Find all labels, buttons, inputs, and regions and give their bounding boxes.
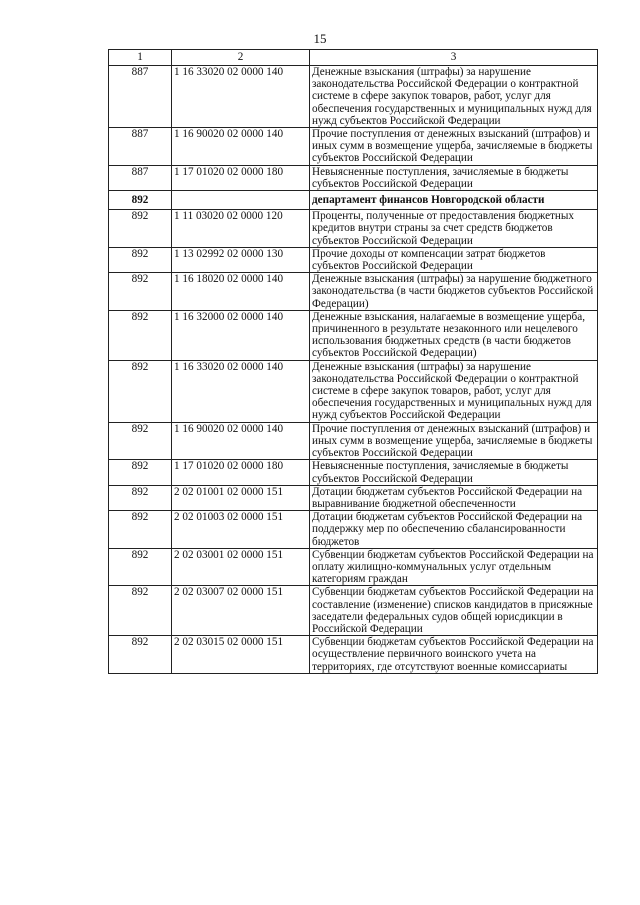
income-name-cell: Субвенции бюджетам субъектов Российской Федерации на оплату жилищно-коммунальных услуг отдельным категориям граждан: [310, 548, 598, 586]
admin-code-cell: 892: [109, 485, 172, 510]
income-code-cell: 1 16 90020 02 0000 140: [172, 128, 310, 166]
income-name-cell: Денежные взыскания, налагаемые в возмещение ущерба, причиненного в результате незаконного или нецелевого использования бюджетных средств (в части бюджетов субъектов Российской Федерации): [310, 310, 598, 360]
table-row: [109, 511, 598, 549]
income-name-cell: Дотации бюджетам субъектов Российской Федерации на выравнивание бюджетной обеспеченности: [310, 485, 598, 510]
admin-code-cell: 892: [109, 422, 172, 460]
income-name-cell: Проценты, полученные от предоставления бюджетных кредитов внутри страны за счет средств бюджетов субъектов Российской Федерации: [310, 210, 598, 248]
income-code-cell: 2 02 01001 02 0000 151: [172, 485, 310, 510]
income-name-cell: Дотации бюджетам субъектов Российской Федерации на поддержку мер по обеспечению сбалансированности бюджетов: [310, 511, 598, 549]
admin-code-cell: 892: [109, 210, 172, 248]
income-name-cell: Прочие поступления от денежных взысканий (штрафов) и иных сумм в возмещение ущерба, зачисляемые в бюджеты субъектов Российской Федерации: [310, 128, 598, 166]
income-name-cell: Денежные взыскания (штрафы) за нарушение законодательства Российской Федерации о контрактной системе в сфере закупок товаров, работ, услуг для обеспечения государственных и муниципальных нужд для нужд субъектов Российской Федерации: [310, 360, 598, 422]
admin-code-cell: 887: [109, 66, 172, 128]
income-code-cell: 1 11 03020 02 0000 120: [172, 210, 310, 248]
admin-code-cell: 892: [109, 191, 172, 210]
admin-code-cell: 892: [109, 247, 172, 272]
column-header-code: 2: [172, 50, 310, 66]
admin-code-cell: 887: [109, 165, 172, 190]
column-header-name: 3: [310, 50, 598, 66]
admin-code-cell: 892: [109, 310, 172, 360]
admin-code-cell: 892: [109, 511, 172, 549]
table-row: [109, 586, 598, 636]
admin-code-cell: 887: [109, 128, 172, 166]
income-code-cell: 2 02 03001 02 0000 151: [172, 548, 310, 586]
table-row: [109, 548, 598, 586]
income-code-cell: 1 16 90020 02 0000 140: [172, 422, 310, 460]
admin-code-cell: 892: [109, 360, 172, 422]
income-name-cell: Прочие доходы от компенсации затрат бюджетов субъектов Российской Федерации: [310, 247, 598, 272]
income-name-cell: Невыясненные поступления, зачисляемые в бюджеты субъектов Российской Федерации: [310, 165, 598, 190]
budget-classification-table: [108, 49, 598, 674]
table-row: [109, 485, 598, 510]
admin-code-cell: 892: [109, 548, 172, 586]
table-row: [109, 128, 598, 166]
table-row: [109, 210, 598, 248]
income-code-cell: 1 16 18020 02 0000 140: [172, 273, 310, 311]
income-name-cell: Денежные взыскания (штрафы) за нарушение законодательства Российской Федерации о контрактной системе в сфере закупок товаров, работ, услуг для обеспечения государственных и муниципальных нужд для нужд субъектов Российской Федерации: [310, 66, 598, 128]
income-name-cell: Денежные взыскания (штрафы) за нарушение бюджетного законодательства (в части бюджетов субъектов Российской Федерации): [310, 273, 598, 311]
income-code-cell: 2 02 03007 02 0000 151: [172, 586, 310, 636]
admin-code-cell: 892: [109, 273, 172, 311]
table-header: [109, 50, 598, 66]
income-code-cell: 1 16 32000 02 0000 140: [172, 310, 310, 360]
income-name-cell: департамент финансов Новгородской области: [310, 191, 598, 210]
income-name-cell: Субвенции бюджетам субъектов Российской Федерации на осуществление первичного воинского учета на территориях, где отсутствуют военные комиссариаты: [310, 636, 598, 674]
income-code-cell: 2 02 03015 02 0000 151: [172, 636, 310, 674]
table-row: [109, 273, 598, 311]
page-number: 15: [313, 31, 327, 46]
table-row: [109, 636, 598, 674]
column-header-admin: 1: [109, 50, 172, 66]
income-code-cell: 1 16 33020 02 0000 140: [172, 66, 310, 128]
income-code-cell: 1 17 01020 02 0000 180: [172, 460, 310, 485]
income-code-cell: 1 13 02992 02 0000 130: [172, 247, 310, 272]
table-row: [109, 360, 598, 422]
table-row: [109, 66, 598, 128]
income-code-cell: 1 16 33020 02 0000 140: [172, 360, 310, 422]
table-row: [109, 165, 598, 190]
income-code-cell: 2 02 01003 02 0000 151: [172, 511, 310, 549]
table-body: [109, 66, 598, 674]
table-row: [109, 310, 598, 360]
admin-code-cell: 892: [109, 460, 172, 485]
income-code-cell: 1 17 01020 02 0000 180: [172, 165, 310, 190]
header-row: [109, 50, 598, 66]
income-name-cell: Прочие поступления от денежных взысканий (штрафов) и иных сумм в возмещение ущерба, зачисляемые в бюджеты субъектов Российской Федерации: [310, 422, 598, 460]
income-name-cell: Субвенции бюджетам субъектов Российской Федерации на составление (изменение) списков кандидатов в присяжные заседатели федеральных судов общей юрисдикции в Российской Федерации: [310, 586, 598, 636]
table-row: [109, 460, 598, 485]
admin-code-cell: 892: [109, 636, 172, 674]
department-row: [109, 191, 598, 210]
admin-code-cell: 892: [109, 586, 172, 636]
income-name-cell: Невыясненные поступления, зачисляемые в бюджеты субъектов Российской Федерации: [310, 460, 598, 485]
table-row: [109, 422, 598, 460]
income-code-cell: [172, 191, 310, 210]
table-row: [109, 247, 598, 272]
